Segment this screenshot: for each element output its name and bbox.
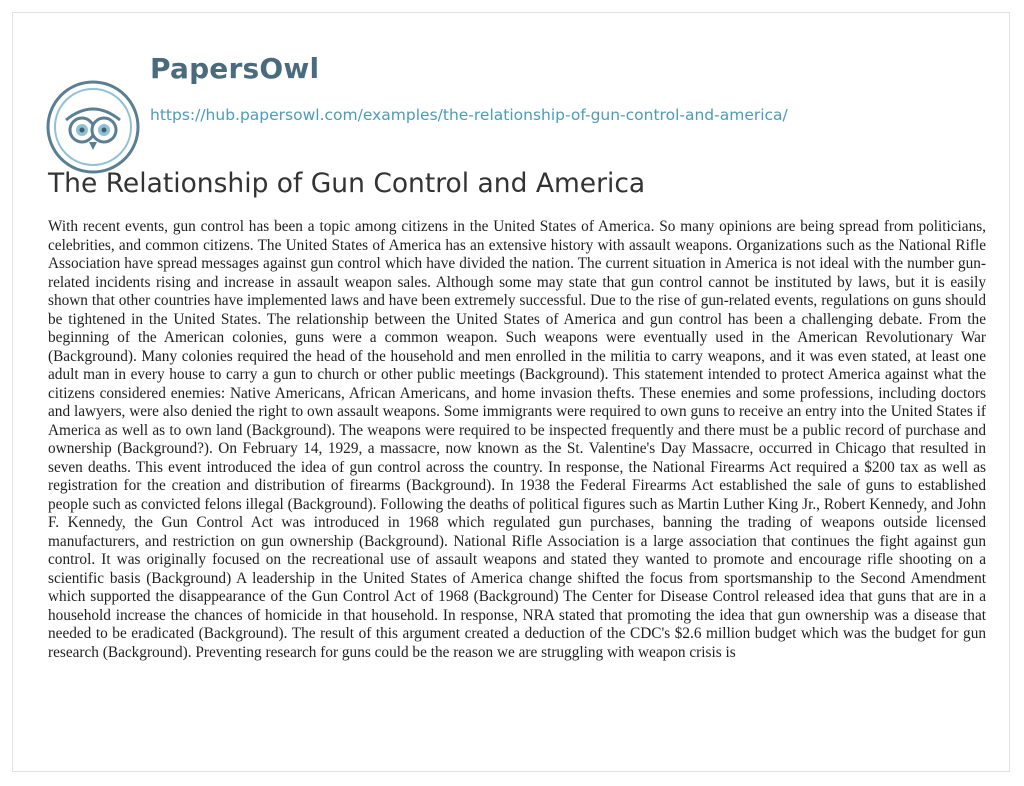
site-header xyxy=(46,52,1006,152)
brand-name[interactable]: PapersOwl xyxy=(150,52,320,85)
document-title: The Relationship of Gun Control and America xyxy=(48,168,646,199)
source-url-link[interactable]: https://hub.papersowl.com/examples/the-relationship-of-gun-control-and-america/ xyxy=(150,106,788,124)
owl-logo-icon xyxy=(46,80,140,174)
document-body: With recent events, gun control has been a topic among citizens in the United States of America. So many opinions are being spread from politicians, celebrities, and common citizens. The United States of America has an extensive history with assault weapons. Organizations such as the National Rifle Association have spread messages against gun control which have divided the nation. The current situation in America is not ideal with the number gun-related incidents rising and increase in assault weapon sales. Although some may state that gun control cannot be instituted by laws, but it is easily shown that other countries have implemented laws and have been extremely successful. Due to the rise of gun-related events, regulations on guns should be tightened in the United States. The relationship between the United States of America and gun control has been a challenging debate. From the beginning of the American colonies, guns were a common weapon. Such weapons were eventually used in the American Revolutionary War (Background). Many colonies required the head of the household and men enrolled in the militia to carry weapons, and it was even stated, at least one adult man in every house to carry a gun to church or other public meetings (Background). This statement intended to protect America against what the citizens considered enemies: Native Americans, African Americans, and home invasion thefts. These enemies and some professions, including doctors and lawyers, were also denied the right to own assault weapons. Some immigrants were required to own guns to receive an entry into the United States if America as well as to own land (Background). The weapons were required to be inspected frequently and there must be a public record of purchase and ownership (Background?). On February 14, 1929, a massacre, now known as the St. Valentine's Day Massacre, occurred in Chicago that resulted in seven deaths. This event introduced the idea of gun control across the country. In response, the National Firearms Act required a $200 tax as well as registration for the creation and distribution of firearms (Background). In 1938 the Federal Firearms Act established the sale of guns to established people such as convicted felons illegal (Background). Following the deaths of political figures such as Martin Luther King Jr., Robert Kennedy, and John F. Kennedy, the Gun Control Act was introduced in 1968 which regulated gun purchases, banning the trading of weapons outside licensed manufacturers, and restriction on gun ownership (Background). National Rifle Association is a large association that continues the fight against gun control. It was originally focused on the recreational use of assault weapons and stated they wanted to promote and encourage rifle shooting on a scientific basis (Background) A leadership in the United States of America change shifted the focus from sportsmanship to the Second Amendment which supported the disappearance of the Gun Control Act of 1968 (Background) The Center for Disease Control released idea that guns that are in a household increase the chances of homicide in that household. In response, NRA stated that promoting the idea that gun ownership was a disease that needed to be eradicated (Background). The result of this argument created a deduction of the CDC's $2.6 million budget which was the budget for gun research (Background). Preventing research for guns could be the reason we are struggling with weapon crisis is xyxy=(48,218,986,661)
